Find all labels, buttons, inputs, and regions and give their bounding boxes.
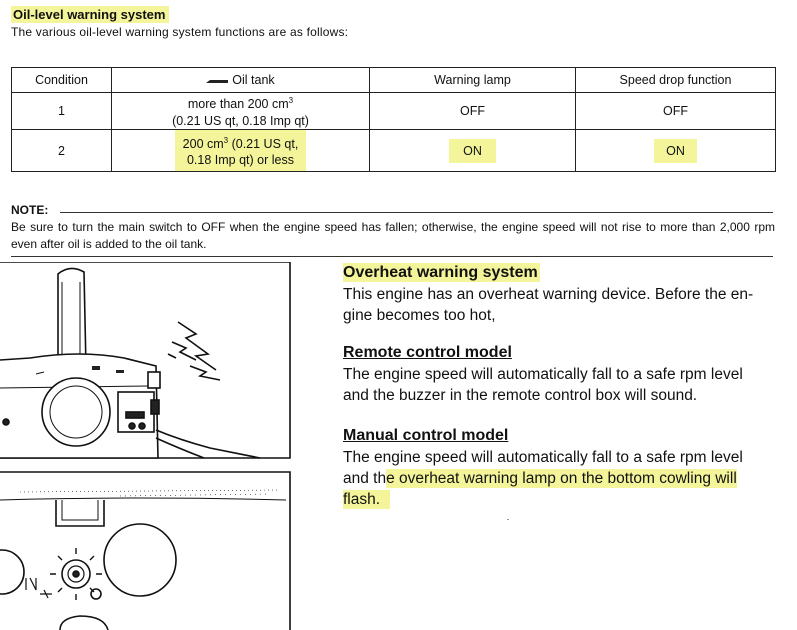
section-title-remote: Remote control model	[343, 344, 512, 361]
note-label: NOTE:	[11, 203, 49, 217]
manual-line-3-highlight: flash.	[343, 490, 390, 509]
cell-oil-tank	[112, 93, 370, 130]
note-divider	[60, 212, 773, 213]
print-speck	[507, 519, 509, 520]
oil-tank-amount: more than 200 cm	[187, 97, 289, 112]
overheat-paragraph	[343, 284, 783, 326]
section-title-overheat	[343, 262, 783, 283]
cell-condition: 1	[12, 93, 112, 130]
note-text: Be sure to turn the main switch to OFF when the engine speed has fallen; otherwise, the engine speed will not rise to more than 2,000 rpm even after oil is added to the oil tank.	[11, 220, 775, 251]
header-warning-lamp: Warning lamp	[370, 68, 576, 93]
highlight-warning-lamp: ON	[449, 139, 496, 163]
cell-speed-drop: OFF	[576, 93, 776, 130]
cell-warning-lamp: OFF	[370, 93, 576, 130]
header-oil-tank-label: Oil tank	[232, 73, 275, 87]
manual-line-2-start: and th	[343, 470, 387, 487]
table-header-row	[12, 68, 776, 93]
overheat-line-1: This engine has an overheat warning device. Before the en-	[343, 286, 754, 303]
highlight-oil-tank	[175, 130, 307, 171]
overheat-line-2: gine becomes too hot,	[343, 307, 496, 324]
section-title-oil-level: Oil-level warning system	[11, 6, 169, 23]
section-title-manual: Manual control model	[343, 427, 509, 444]
cell-speed-drop	[576, 130, 776, 172]
remote-line-1: The engine speed will automatically fall to a safe rpm level	[343, 366, 743, 383]
cell-oil-tank	[112, 130, 370, 172]
oil-tank-unit-sup: 3	[223, 136, 229, 145]
section-divider	[11, 256, 773, 257]
oil-tank-unit-sup: 3	[288, 96, 294, 106]
overheat-title-highlight: Overheat warning system	[343, 264, 538, 281]
remote-line-2: and the buzzer in the remote control box will sound.	[343, 387, 698, 404]
remote-paragraph	[343, 364, 783, 406]
manual-paragraph	[343, 447, 783, 510]
oil-tank-icon	[206, 78, 228, 84]
oil-intro-text: The various oil-level warning system functions are as follows:	[11, 25, 349, 39]
table-row	[12, 130, 776, 172]
cell-warning-lamp	[370, 130, 576, 172]
oil-tank-equivalent: (0.21 US qt, 0.18 Imp qt)	[172, 113, 309, 128]
header-condition: Condition	[12, 68, 112, 93]
oil-tank-amount: 200 cm	[182, 137, 224, 152]
manual-line-2-highlight: e overheat warning lamp on the bottom cowling will	[386, 470, 737, 487]
header-oil-tank	[112, 68, 370, 93]
oil-tank-equivalent-end: 0.18 Imp qt) or less	[186, 153, 294, 168]
table-row	[12, 93, 776, 130]
cell-condition: 2	[12, 130, 112, 172]
oil-tank-equivalent-start: (0.21 US qt,	[228, 137, 299, 152]
remote-control-box-illustration	[0, 262, 292, 462]
manual-line-1: The engine speed will automatically fall to a safe rpm level	[343, 449, 743, 466]
bottom-cowling-illustration	[0, 470, 292, 630]
highlight-speed-drop: ON	[654, 139, 697, 163]
header-speed-drop: Speed drop function	[576, 68, 776, 93]
oil-level-table	[11, 67, 776, 172]
